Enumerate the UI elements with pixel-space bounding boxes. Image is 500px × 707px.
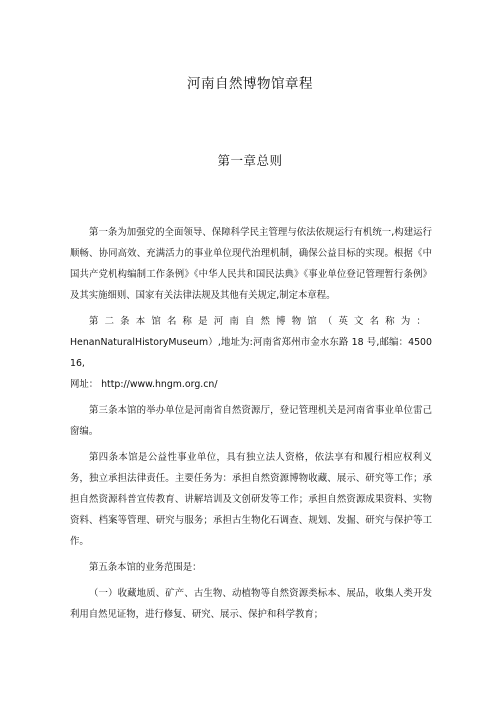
article-three: 第三条本馆的举办单位是河南省自然资源厅，登记管理机关是河南省事业单位雷己窗编。 bbox=[70, 405, 432, 437]
article-five: 第五条本馆的业务范围是： bbox=[89, 562, 202, 573]
article-two-line-2: HenanNaturalHistoryMuseum）,地址为:河南省郑州市金水东路 18 号,邮编：450016, bbox=[70, 337, 432, 369]
article-five-item-one: （一）收藏地质、矿产、古生物、动植物等自然资源类标本、展品，收集人类开发利用自然见证物，进行修复、研究、展示、保护和科学教育； bbox=[70, 588, 432, 620]
document-title: 河南自然博物馆章程 bbox=[187, 76, 313, 92]
article-one: 第一条为加强党的全面领导、保障科学民主管理与依法依规运行有机统一,构建运行顺畅、协同高效、充满活力的事业单位现代治理机制，确保公益目标的实现。根据《中国共产党机构编制工作条例》《中华人民共和国民法典》《事业单位登记管理暂行条例》及其实施细则、国家有关法律法规及其他有关规定,制定本章程。 bbox=[70, 227, 432, 301]
article-two-line-3: 网址： http://www.hngm.org.cn/ bbox=[70, 379, 218, 390]
article-four: 第四条本馆是公益性事业单位，具有独立法人资格，依法享有和履行相应权利义务，独立承担法律责任。主要任务为：承担自然资源博物收藏、展示、研究等工作；承担自然资源科普宣传教育、讲解培训及文创研发等工作；承担自然资源成果资料、实物资料、档案等管理、研究与服务；承担古生物化石调查、规划、发掘、研究与保护等工作。 bbox=[70, 452, 432, 547]
article-two-line-1: 第二条本馆名称是河南自然博物馆（英文名称为： bbox=[89, 316, 432, 327]
chapter-title: 第一章总则 bbox=[217, 153, 283, 168]
document-body bbox=[70, 222, 432, 630]
article-two bbox=[70, 311, 432, 395]
